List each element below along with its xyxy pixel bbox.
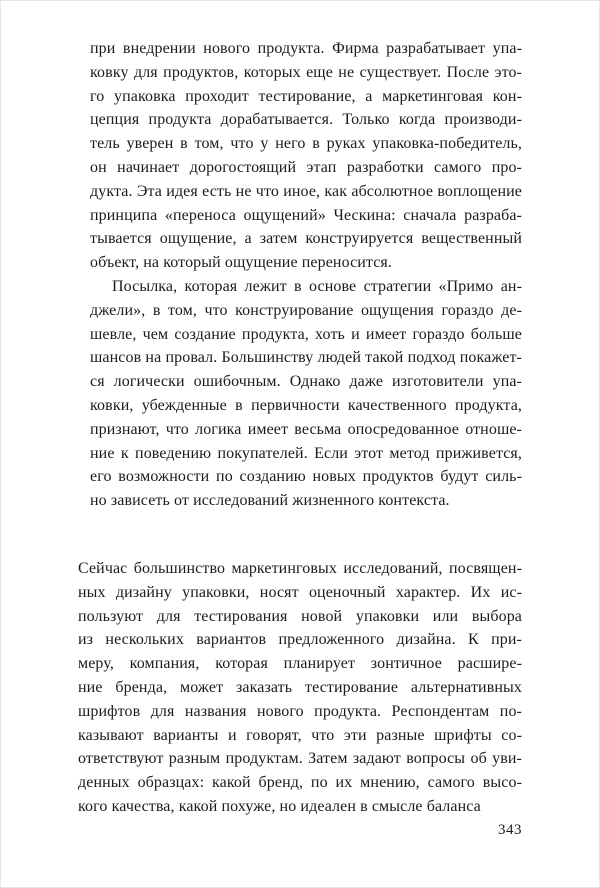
text-line: ковки, убежденные в первичности качественного продукта,	[90, 396, 522, 414]
text-line: меру, компания, которая планирует зонтичное расшире-	[78, 655, 522, 673]
text-line: кого качества, какой похуже, но идеален в смысле баланса	[78, 797, 481, 815]
text-line: ние бренда, может заказать тестирование альтернативных	[78, 678, 522, 696]
text-line: ковку для продуктов, которых еще не существует. После это-	[90, 63, 522, 81]
text-line: дукта. Эта идея есть не что иное, как абсолютное воплощение	[90, 182, 522, 200]
text-line: денных образцах: какой бренд, по их мнению, самого высо-	[78, 774, 522, 792]
text-line: джели», в том, что конструирование ощущения гораздо де-	[90, 301, 522, 319]
text-line: цепция продукта дорабатывается. Только когда производи-	[90, 111, 522, 129]
text-line: шрифтов для названия нового продукта. Респондентам по-	[78, 702, 522, 720]
paragraph-2	[0, 275, 600, 513]
text-line: шансов на провал. Большинству людей такой подход покажет-	[90, 349, 522, 367]
paragraph-3	[0, 557, 600, 819]
text-line: тель уверен в том, что у него в руках упаковка-победитель,	[90, 135, 522, 153]
text-line: объект, на который ощущение переносится.	[90, 254, 392, 272]
text-line: тывается ощущение, а затем конструируется вещественный	[90, 230, 522, 248]
text-line: при внедрении нового продукта. Фирма разрабатывает упа-	[90, 40, 522, 57]
text-line: пользуют для тестирования новой упаковки или выбора	[78, 607, 522, 625]
paragraph-1	[0, 37, 600, 275]
text-line: казывают варианты и говорят, что эти разные шрифты со-	[78, 726, 522, 744]
text-line: го упаковка проходит тестирование, а маркетинговая кон-	[90, 87, 522, 105]
text-line: но зависеть от исследований жизненного контекста.	[90, 492, 450, 510]
text-line: ся логически ошибочным. Однако даже изготовители упа-	[90, 373, 522, 391]
text-line: ответствуют разным продуктам. Затем задают вопросы об уви-	[78, 750, 522, 768]
text-line: признают, что логика имеет весьма опосредованное отноше-	[90, 420, 522, 438]
page-number: 343	[498, 822, 522, 838]
text-line: Посылка, которая лежит в основе стратегии «Примо ан-	[112, 277, 522, 295]
text-line: из нескольких вариантов предложенного дизайна. К при-	[78, 631, 522, 649]
text-line: принципа «переноса ощущений» Ческина: сначала разраба-	[90, 206, 522, 224]
text-line: шевле, чем создание продукта, хоть и имеет гораздо больше	[90, 325, 522, 343]
page-text	[0, 37, 600, 819]
text-line: он начинает дорогостоящий этап разработки самого про-	[90, 158, 522, 176]
text-line: его возможности по созданию новых продуктов будут силь-	[90, 468, 522, 486]
text-line: Сейчас большинство маркетинговых исследований, посвящен-	[78, 559, 522, 577]
text-line: ных дизайну упаковки, носят оценочный характер. Их ис-	[78, 583, 522, 601]
text-line: ние к поведению покупателей. Если этот метод приживется,	[90, 444, 522, 462]
